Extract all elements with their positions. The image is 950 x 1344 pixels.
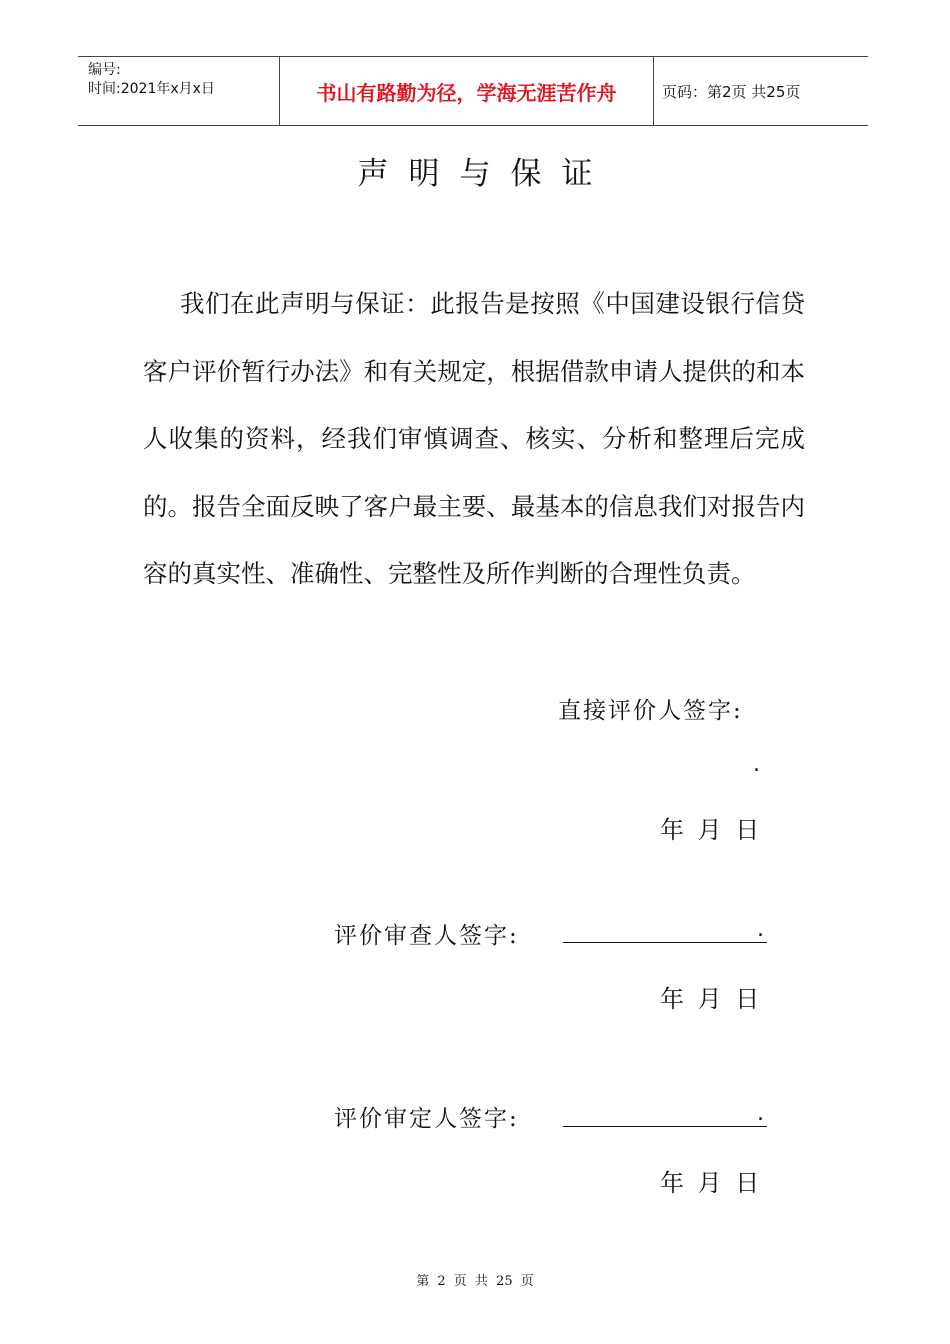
page-header [78,56,868,126]
approval-evaluator-signature-label: 评价审定人签字: [334,1106,519,1132]
page-title: 声明与保证 [357,156,613,192]
direct-evaluator-signature-end-mark: . [753,752,760,777]
approval-evaluator-date: 年 月 日 [660,1169,760,1197]
review-evaluator-signature-line[interactable] [563,942,767,943]
declaration-paragraph: 我们在此声明与保证：此报告是按照《中国建设银行信贷客户评价暂行办法》和有关规定，根据借款申请人提供的和本人收集的资料，经我们审慎调查、核实、分析和整理后完成的。报告全面反映了客户最主要、最基本的信息我们对报告内容的真实性、准确性、完整性及所作判断的合理性负责。 [143,289,805,588]
header-meta [78,57,280,125]
review-evaluator-signature-end-mark: . [757,917,764,942]
document-time-label: 时间:2021年x月x日 [88,81,215,97]
approval-evaluator-signature-end-mark: . [757,1101,764,1126]
direct-evaluator-signature-label: 直接评价人签字: [558,698,743,724]
direct-evaluator-date: 年 月 日 [660,816,760,844]
header-page-info: 页码：第2页 共25页 [662,82,801,101]
approval-evaluator-signature-line[interactable] [563,1126,767,1127]
review-evaluator-date: 年 月 日 [660,985,760,1013]
document-number-label: 编号: [88,62,121,78]
review-evaluator-signature-label: 评价审查人签字: [334,923,519,949]
page-footer: 第 2 页 共 25 页 [416,1274,534,1289]
header-motto: 书山有路勤为径，学海无涯苦作舟 [280,57,654,125]
